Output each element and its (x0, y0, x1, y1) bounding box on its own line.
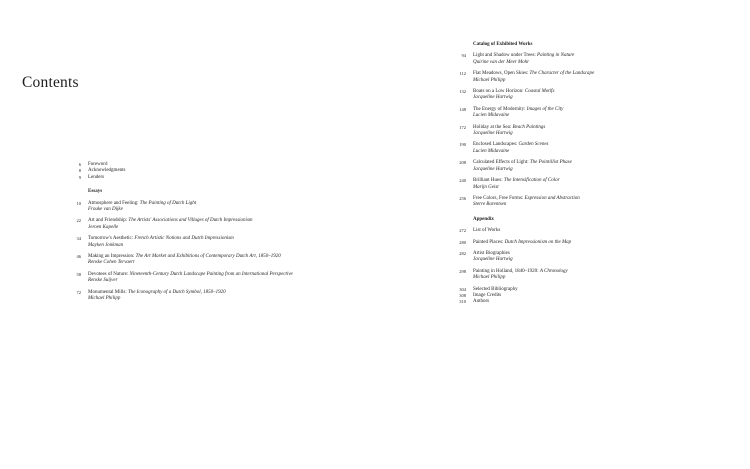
toc-entry[interactable] (447, 269, 697, 282)
toc-author: Jeroen Kapelle (88, 224, 119, 230)
toc-title: The Energy of Modernity: Images of the City (473, 106, 564, 112)
toc-author: Michael Philipp (88, 296, 121, 302)
toc-page-number: 94 (461, 53, 466, 59)
toc-title: Making an Impression: The Art Market and Exhibitions of Contemporary Dutch Art, 1850–1920 (88, 254, 281, 260)
toc-author: Mayken Jonkman (88, 242, 124, 248)
toc-entry[interactable] (62, 218, 392, 231)
toc-entry[interactable] (447, 71, 697, 84)
toc-author: Lucien Midavaine (473, 148, 510, 154)
toc-title: Monumental Mills: The Iconography of a Dutch Symbol, 1850–1920 (88, 289, 226, 295)
toc-page-number: 10 (76, 200, 81, 206)
toc-page-number: 172 (459, 124, 466, 130)
toc-entry[interactable] (447, 142, 697, 155)
toc-entry[interactable] (62, 254, 392, 267)
toc-author: Sterre Barentsen (473, 202, 507, 208)
toc-title: Boats on a Low Horizon: Coastal Motifs (473, 89, 555, 95)
toc-author: Jacqueline Hartwig (473, 257, 513, 263)
toc-page-number: 148 (459, 106, 466, 112)
section-heading-catalog: Catalog of Exhibited Works (473, 42, 533, 47)
toc-entry[interactable] (62, 201, 392, 214)
toc-title: Acknowledgments (88, 168, 126, 174)
toc-title: Flat Meadows, Open Skies: The Character of the Landscape (473, 71, 595, 77)
toc-page-number: 72 (76, 289, 81, 295)
toc-page-number: 8 (78, 168, 81, 174)
toc-title: Atmosphere and Feeling: The Painting of Dutch Light (88, 200, 197, 206)
toc-page-number: 310 (459, 299, 466, 305)
toc-author: Renske Suijver (88, 278, 118, 284)
toc-page-number: 280 (459, 239, 466, 245)
toc-entry[interactable] (447, 196, 697, 209)
toc-entry[interactable] (447, 240, 697, 246)
left-toc-column (62, 162, 392, 303)
toc-entry[interactable] (62, 272, 392, 285)
toc-entry[interactable] (447, 125, 697, 138)
toc-entry-lenders[interactable] (62, 175, 392, 181)
toc-page-number: 6 (78, 162, 81, 167)
toc-page-number: 190 (459, 142, 466, 148)
toc-entry[interactable] (447, 228, 697, 234)
toc-title: Enclosed Landscapes: Garden Scenes (473, 142, 549, 148)
toc-author: Frouke van Dijke (88, 207, 123, 213)
toc-title: Lenders (88, 174, 105, 180)
toc-title: Painting in Holland, 1840–1920: A Chronology (473, 268, 568, 274)
toc-title: Image Credits (473, 292, 502, 298)
toc-title: Foreword (88, 162, 108, 167)
toc-page-number: 9 (78, 174, 81, 180)
toc-title: Painted Places: Dutch Impressionism on the Map (473, 239, 572, 245)
toc-title: Brilliant Hues: The Intensification of Color (473, 178, 560, 184)
toc-page-number: 298 (459, 268, 466, 274)
toc-author: Lucien Midavaine (473, 113, 510, 119)
toc-title: Art and Friendship: The Artists' Associations and Villages of Dutch Impressionism (88, 218, 253, 224)
toc-title: Artist Biographies (473, 250, 510, 256)
toc-page-number: 58 (76, 271, 81, 277)
toc-entry[interactable] (447, 89, 697, 102)
toc-title: Devotees of Nature: Nineteenth-Century Dutch Landscape Painting from an International Perspective (88, 271, 293, 277)
toc-page-number: 46 (76, 254, 81, 260)
toc-page-number: 112 (459, 71, 466, 77)
toc-title: Tomorrow's Aesthetic: French Artistic Notions and Dutch Impressionism (88, 236, 234, 242)
toc-title: Holiday at the Sea: Beach Paintings (473, 124, 546, 130)
toc-title: Selected Bibliography (473, 286, 518, 292)
page-title: Contents (22, 74, 79, 91)
toc-entry[interactable] (447, 107, 697, 120)
toc-page-number: 240 (459, 178, 466, 184)
toc-page-number: 34 (76, 236, 81, 242)
section-heading-appendix: Appendix (473, 216, 494, 222)
right-toc-column (447, 42, 697, 306)
section-heading-essays: Essays (88, 189, 103, 195)
toc-author: Jacqueline Hartwig (473, 95, 513, 101)
toc-entry[interactable] (62, 290, 392, 303)
toc-page-number: 272 (459, 228, 466, 234)
toc-page-number: 304 (459, 286, 466, 292)
toc-page-number: 282 (459, 250, 466, 256)
toc-entry[interactable] (447, 251, 697, 264)
toc-entry-authors[interactable] (447, 299, 697, 305)
toc-page-number: 308 (459, 292, 466, 298)
toc-page-number: 208 (459, 160, 466, 166)
toc-author: Marijn Geist (473, 184, 499, 190)
toc-author: Renske Cohen Tervaert (88, 260, 135, 266)
toc-title: Calculated Effects of Light: The Pointillist Phase (473, 160, 572, 166)
toc-page-number: 132 (459, 89, 466, 95)
toc-entry[interactable] (447, 178, 697, 191)
toc-author: Quirine van der Meer Mohr (473, 59, 530, 65)
toc-page-number: 22 (76, 218, 81, 224)
toc-entry[interactable] (447, 53, 697, 66)
toc-page-number: 256 (459, 195, 466, 201)
toc-title: Free Colors, Free Forms: Expression and Abstraction (473, 195, 580, 201)
toc-title: Authors (473, 299, 490, 305)
toc-title: Light and Shadow under Trees: Painting in Nature (473, 53, 575, 59)
toc-author: Jacqueline Hartwig (473, 166, 513, 172)
toc-entry[interactable] (447, 160, 697, 173)
toc-author: Michael Philipp (473, 77, 506, 83)
toc-author: Michael Philipp (473, 275, 506, 281)
toc-title: List of Works (473, 228, 501, 234)
toc-entry[interactable] (62, 236, 392, 249)
toc-author: Jacqueline Hartwig (473, 131, 513, 137)
